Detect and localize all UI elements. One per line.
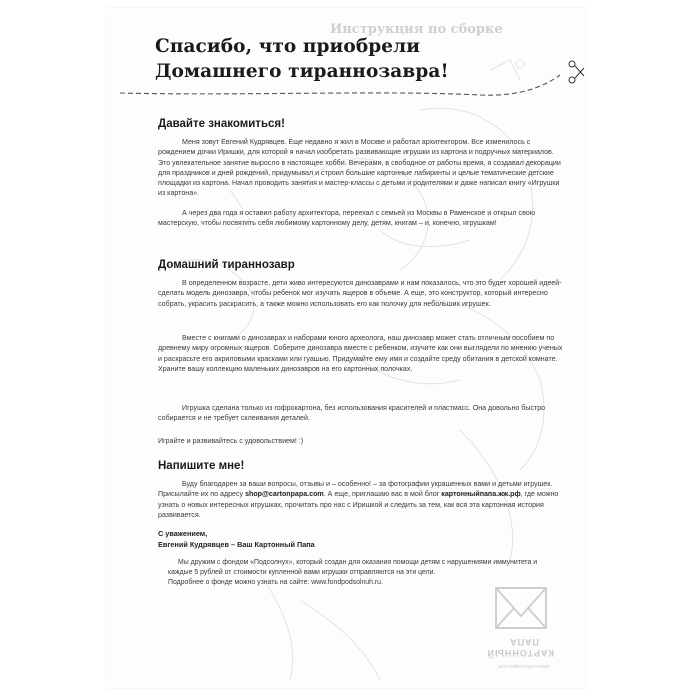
meet-paragraph-1: Меня зовут Евгений Кудрявцев. Еще недавно я жил в Москве и работал архитектором. Все изменилось с рождением дочки Иришки, для которой я начал изобретать развивающие игрушки из картона и подручных материалов. Это увлекательное занятие выросло в настоящее хобби. Вечерами, в свободное от работы время, я создавал декорации для праздников и дней рождений, придумывал и строил большие картонные лабиринты и целые тематические детские площадки из картона. Начал проводить занятия и мастер-классы с детьми и родителями и даже написал книгу «Игрушки из картона». xyxy=(158,138,561,198)
section-heading-trex: Домашний тираннозавр xyxy=(158,259,295,271)
logo-name: КАРТОННЫЙ ПАПА xyxy=(486,637,554,658)
blog-link[interactable]: картонныйпапа.жж.рф xyxy=(441,490,521,499)
trex-paragraph-2: Вместе с книгами о динозаврах и наборами юного археолога, наш динозавр может стать отличным пособием по древнему миру огромных ящеров. Соберите динозавра вместе с ребенком, изучите как они выглядели по мнению ученых и раскрасьте его акриловыми красками или гуашью. Придумайте ему имя и создайте среду обитания в детской комнате. Храните вашу коллекцию маленьких динозавров на его картонных полочках. xyxy=(158,334,563,373)
signoff xyxy=(158,528,315,550)
ghost-heading: Инструкция по сборке xyxy=(330,22,503,37)
section-heading-write: Напишите мне! xyxy=(158,460,245,472)
page-title-line-1: Спасибо, что приобрели xyxy=(155,36,421,57)
fund-text-1: Мы дружим с фондом «Подсолнух», который создан для оказания помощи детям с нарушениями иммунитета и каждые 5 рублей от стоимости купленной вами игрушки отправляются на эти цели. xyxy=(168,559,538,576)
fund-note xyxy=(168,558,548,588)
write-text-3: , где можно узнать о новых интересных игрушках, прочитать про нас с Иришкой и следить за тем, как вся эта картонная история развивается. xyxy=(158,490,559,519)
trex-paragraph-1: В определенном возрасте, дети живо интересуются динозаврами и нам показалось, что это будет хорошей идеей- сделать модель динозавра, чтобы ребенок мог изучать ящеров в объеме. А еще, это конструктор, который интересно собрать, украсить раскрасить, а также можно использовать его как полочку для небольших игрушек. xyxy=(158,279,562,308)
meet-paragraph-2: А через два года я оставил работу архитектора, переехал с семьей из Москвы в Раменское и открыл свою мастерскую, чтобы посвятить себя любимому картонному делу, детям, книгам – и, конечно, игрушкам! xyxy=(158,209,536,228)
fund-text-2: Подробнее о фонде можно узнать на сайте: www.fondpodsolnuh.ru. xyxy=(168,579,383,586)
logo-site: www.cartonpapa.com xyxy=(497,663,551,669)
write-text-2: . А еще, приглашаю вас в мой блог xyxy=(323,490,442,499)
write-text-1: Буду благодарен за ваши вопросы, отзывы и – особенно! – за фотографии украшенных вами и детьми игрушек. Присылайте их по адресу xyxy=(158,480,553,499)
section-heading-meet: Давайте знакомиться! xyxy=(158,118,285,130)
cartonpapa-logo-icon xyxy=(490,586,560,636)
email-link[interactable]: shop@cartonpapa.com xyxy=(245,490,324,499)
trex-paragraph-3: Игрушка сделана только из гофрокартона, без использования красителей и пластмасс. Она довольно быстро собирается и не требует склеивания деталей. xyxy=(158,404,546,423)
page-title-line-2: Домашнего тираннозавра! xyxy=(155,61,449,82)
scissors-icon xyxy=(569,61,584,83)
signoff-line-2: Евгений Кудрявцев – Ваш Картонный Папа xyxy=(158,540,315,549)
trex-paragraph-4: Играйте и развивайтесь с удовольствием! :) xyxy=(158,437,304,445)
write-paragraph xyxy=(158,479,563,520)
signoff-line-1: С уважением, xyxy=(158,529,208,538)
